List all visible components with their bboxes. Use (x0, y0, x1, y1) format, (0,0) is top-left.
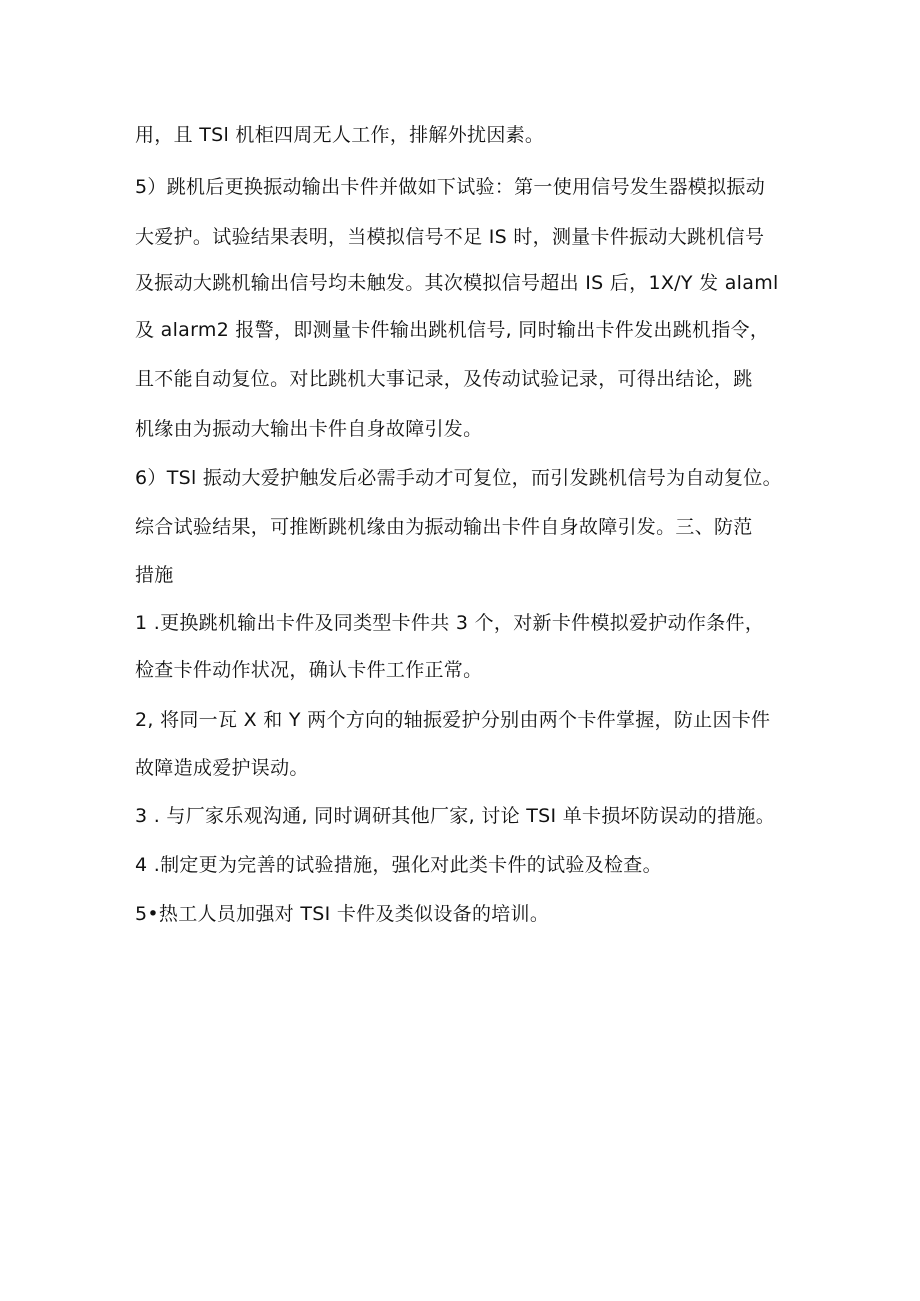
text-line-7: 机缘由为振动大输出卡件自身故障引发。 (135, 418, 483, 440)
text-line-1: 用，且 TSl 机柜四周无人工作，排解外扰因素。 (135, 124, 545, 146)
text-line-8: 6）TSl 振动大爱护触发后必需手动才可复位，而引发跳机信号为自动复位。 (135, 467, 782, 489)
text-line-14: 故障造成爱护误动。 (135, 757, 309, 779)
text-line-2: 5）跳机后更换振动输出卡件并做如下试验：第一使用信号发生器模拟振动 (135, 176, 765, 198)
text-line-13: 2, 将同一瓦 X 和 Y 两个方向的轴振爱护分别由两个卡件掌握，防止因卡件 (135, 709, 771, 731)
text-line-4: 及振动大跳机输出信号均未触发。其次模拟信号超出 IS 后，1X/Y 发 alaml (135, 272, 779, 294)
text-line-3: 大爱护。试验结果表明，当模拟信号不足 IS 时，测量卡件振动大跳机信号 (135, 226, 765, 248)
text-line-12: 检查卡件动作状况，确认卡件工作正常。 (135, 659, 483, 681)
text-line-9: 综合试验结果，可推断跳机缘由为振动输出卡件自身故障引发。三、防范 (135, 516, 753, 538)
text-line-17: 5•热工人员加强对 TSI 卡件及类似设备的培训。 (135, 903, 550, 925)
text-line-11: 1 .更换跳机输出卡件及同类型卡件共 3 个，对新卡件模拟爱护动作条件， (135, 612, 765, 634)
text-line-16: 4 .制定更为完善的试验措施，强化对此类卡件的试验及检查。 (135, 854, 662, 876)
text-line-5: 及 alarm2 报警，即测量卡件输出跳机信号, 同时输出卡件发出跳机指令， (135, 319, 770, 341)
text-line-6: 且不能自动复位。对比跳机大事记录，及传动试验记录，可得出结论，跳 (135, 368, 753, 390)
text-line-15: 3 . 与厂家乐观沟通, 同时调研其他厂家, 讨论 TSI 单卡损坏防误动的措施。 (135, 805, 776, 827)
text-line-10: 措施 (135, 564, 174, 586)
